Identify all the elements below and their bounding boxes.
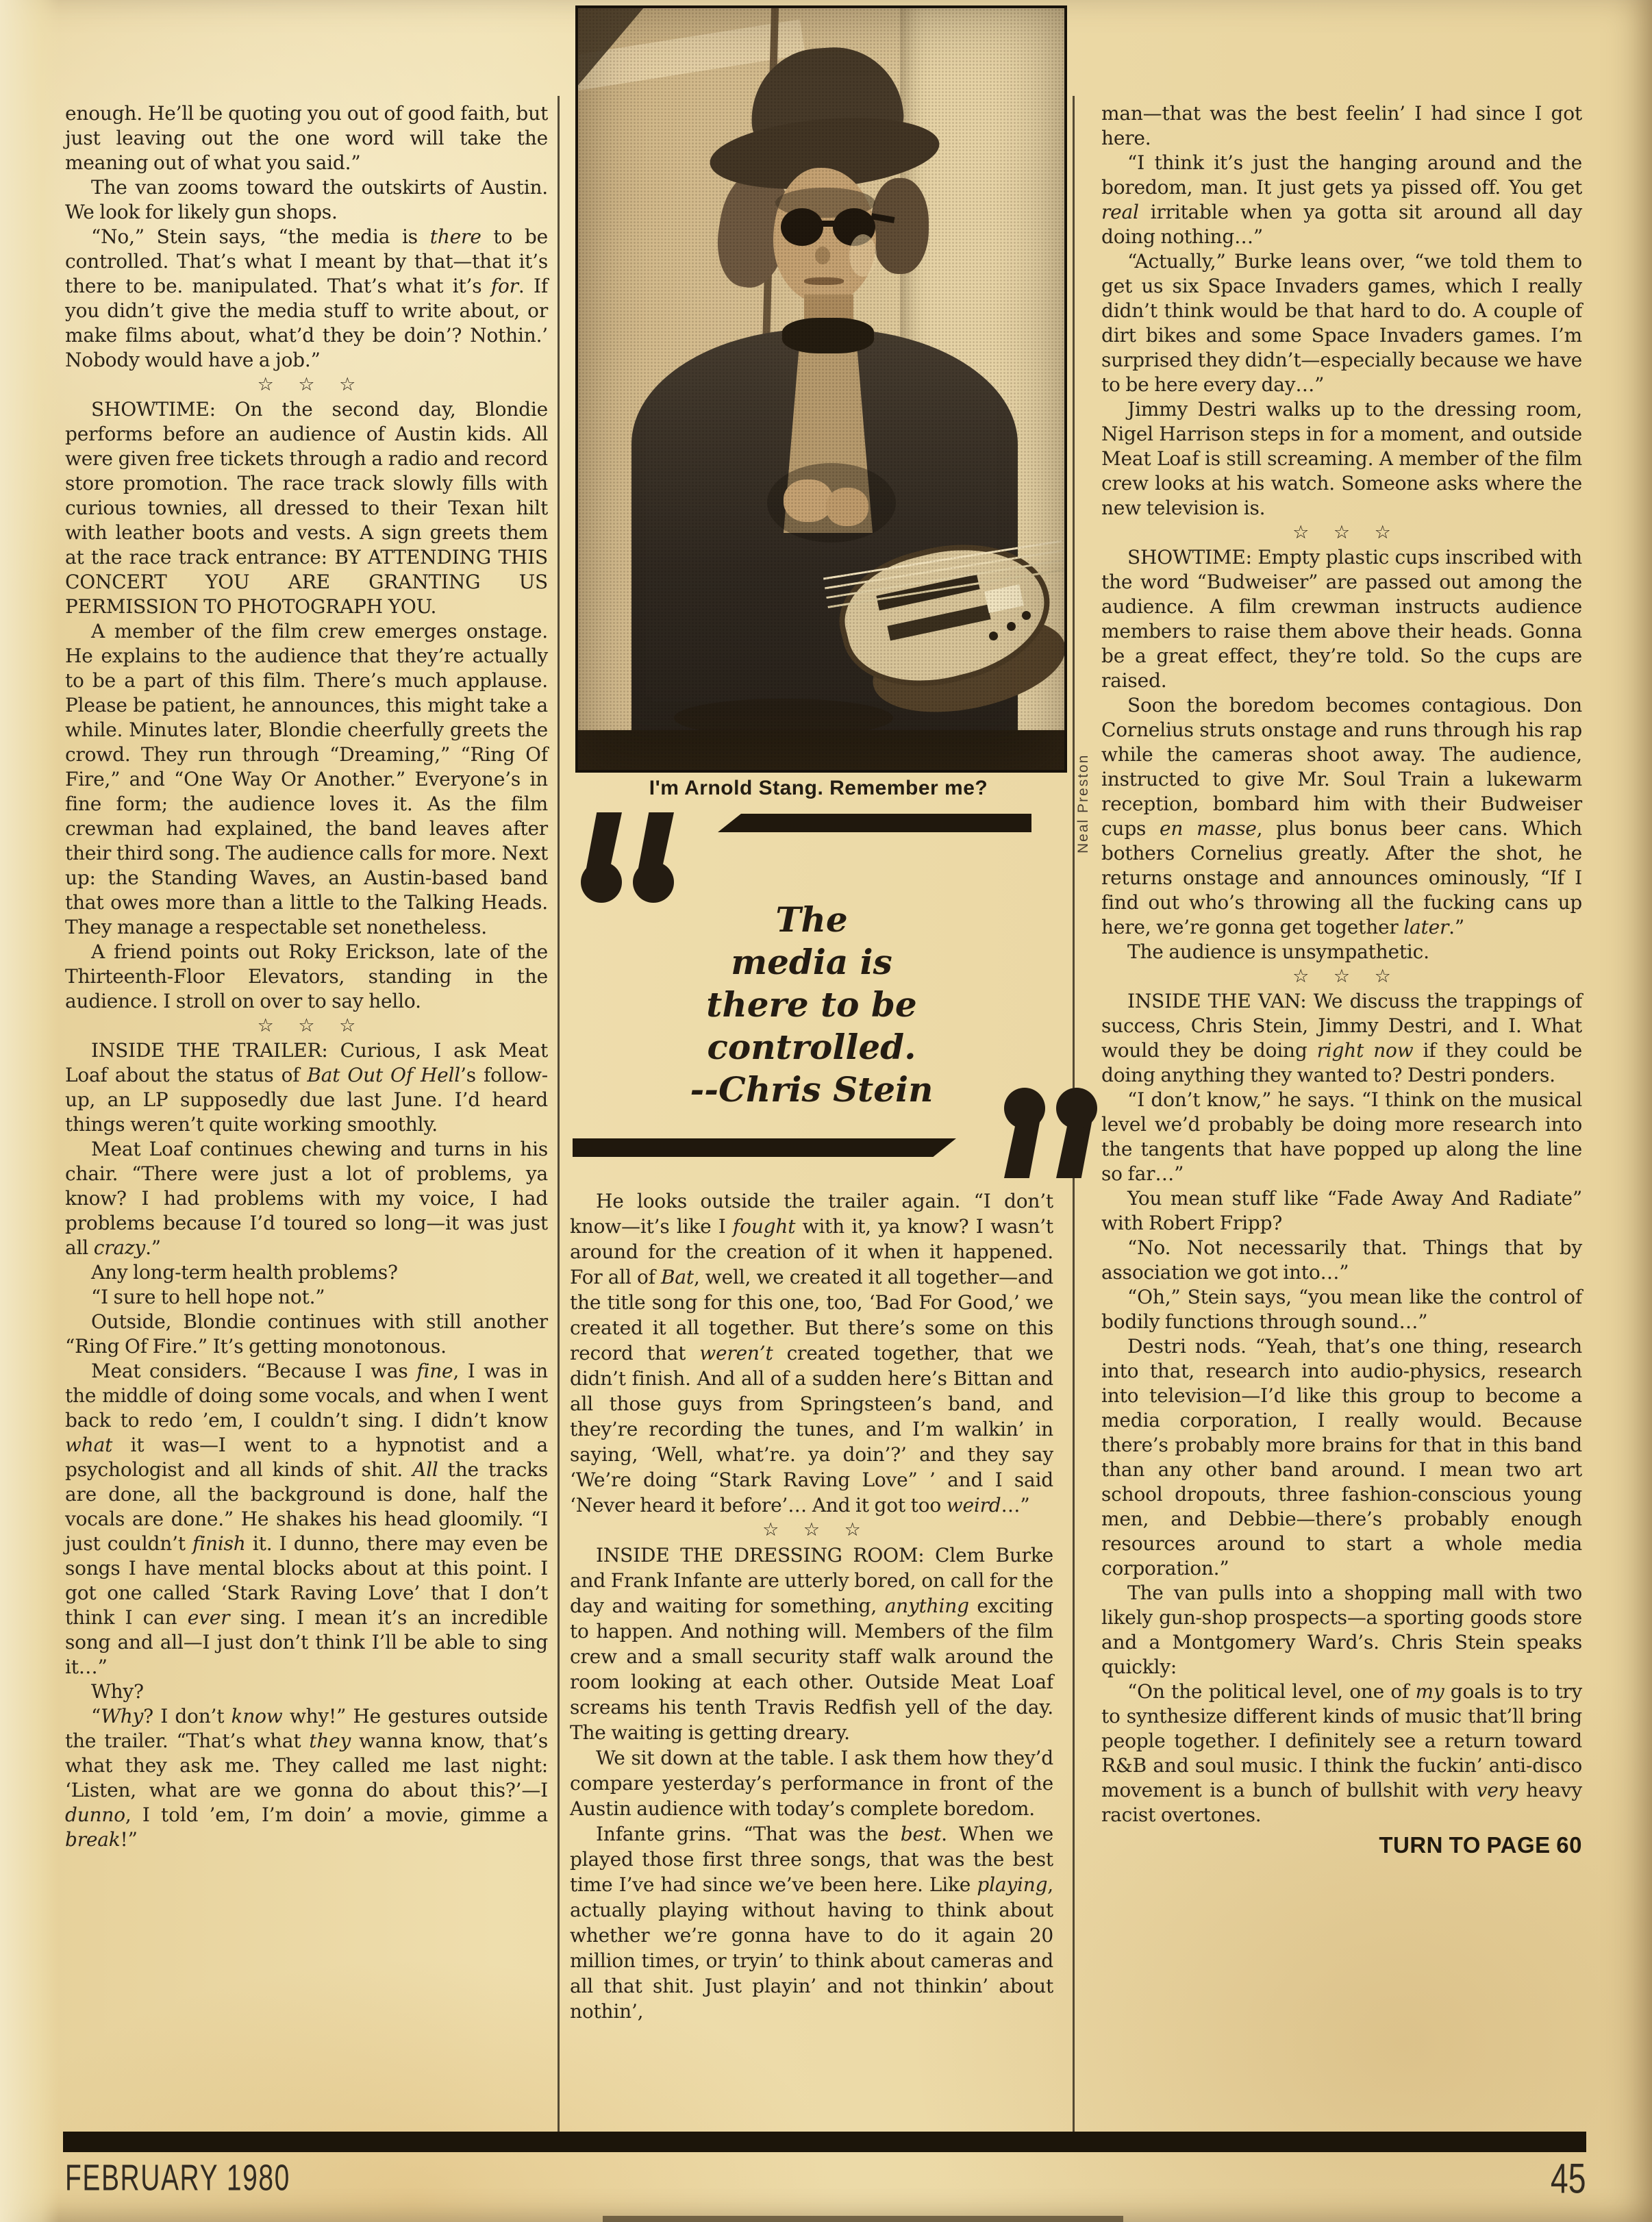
middle-column xyxy=(570,1188,1053,2024)
body-paragraph: He looks outside the trailer again. “I don’t know—it’s like I fought with it, ya know? I wasn’t around for the creation of it when it happened. For all of Bat, well, we created it all together—and the title song for this one, too, ‘Bad For Good,’ we created it all together. But there’s some on this record that weren’t created together, that we didn’t finish. And all of a sudden here’s Bittan and all those guys from Springsteen’s band, and they’re recording the tunes, and I’m walkin’ in saying, ‘Well, what’re. ya doin’?’ and they say ‘We’re doing “Stark Raving Love” ’ and I said ‘Never heard it before’… And it got too weird…” xyxy=(570,1190,1054,1516)
body-paragraph: Soon the boredom becomes contagious. Don Cornelius struts onstage and runs through his rap while the cameras shoot away. The audience, instructed to give Mr. Soul Train a lukewarm reception, bombard him with their Budweiser cups en masse, plus bonus beer cans. Which bothers Cornelius greatly. After the shot, he returns onstage and announces ominously, “If I find out who’s throwing all the fucking cans up here, we’re gonna get together later.” xyxy=(1101,694,1582,938)
body-paragraph: A friend points out Roky Erickson, late of the Thirteenth-Floor Elevators, standing in the audience. I stroll on over to say hello. xyxy=(65,940,548,1012)
body-paragraph: “Oh,” Stein says, “you mean like the control of bodily functions through sound…” xyxy=(1101,1286,1582,1333)
page-number: 45 xyxy=(1551,2156,1586,2203)
pull-quote-line: media is xyxy=(731,942,892,982)
footer-bar xyxy=(63,2132,1586,2152)
turn-to-page-note: TURN TO PAGE 60 xyxy=(1379,1832,1582,1858)
body-paragraph: Meat considers. “Because I was fine, I was in the middle of doing some vocals, and when I went back to redo ’em, I couldn’t sing. I didn’t know what it was—I went to a hypnotist and a psychologist and all kinds of shit. All the tracks are done, all the background is done, half the vocals are done.” He shakes his head gloomily. “I just couldn’t finish it. I dunno, there may even be songs I have mental blocks about at this point. I got one called ‘Stark Raving Love’ that I don’t think I can ever sing. I mean it’s an incredible song and all—I just don’t think I’ll be able to sing it…” xyxy=(65,1360,549,1678)
left-column xyxy=(65,101,548,1852)
pull-quote-line: controlled. xyxy=(707,1027,916,1067)
pull-quote-line: there to be xyxy=(706,984,917,1025)
body-paragraph: INSIDE THE DRESSING ROOM: Clem Burke and Frank Infante are utterly bored, on call for the day and waiting for something, anything exciting to happen. And nothing will. Members of the film crew and a small security staff walk around the room looking at each other. Outside Meat Loaf screams his tenth Travis Redfish yell of the day. The waiting is getting dreary. xyxy=(570,1544,1053,1744)
scan-edge-smudge xyxy=(603,2216,1123,2222)
body-paragraph: The van pulls into a shopping mall with two likely gun-shop prospects—a sporting goods store and a Montgomery Ward’s. Chris Stein speaks quickly: xyxy=(1101,1582,1582,1678)
body-paragraph: “Why? I don’t know why!” He gestures outside the trailer. “That’s what they wanna know, that’s what they ask me. They called me last night: ‘Listen, what are we gonna do about this?’—I dunno, I told ’em, I’m doin’ a movie, gimme a break!” xyxy=(65,1705,548,1851)
body-paragraph: “No,” Stein says, “the media is there to be controlled. That’s what I meant by that—that it’s there to be. manipulated. That’s what it’s for. If you didn’t give the media stuff to write about, or make films about, what’d they be doin’? Nothin.’ Nobody would have a job.” xyxy=(65,225,548,371)
issue-date: FEBRUARY 1980 xyxy=(65,2157,290,2199)
section-divider-stars: ☆ ☆ ☆ xyxy=(1292,966,1401,987)
right-column xyxy=(1101,101,1582,1858)
photo-caption: I'm Arnold Stang. Remember me? xyxy=(649,777,988,799)
body-paragraph: Infante grins. “That was the best. When we played those first three songs, that was the best time I’ve had since we’ve been here. Like playing, actually playing without having to think about whether we’re gonna have to do it again 20 million times, or tryin’ to think about cameras and all that shit. Just playin’ and not thinkin’ about nothin’, xyxy=(570,1823,1053,2023)
close-quote-icon xyxy=(960,1088,1097,1178)
quote-comma xyxy=(581,812,623,903)
photo xyxy=(575,5,1067,773)
body-paragraph: “I don’t know,” he says. “I think on the musical level we’d probably be doing more research into the tangents that have popped up along the line so far…” xyxy=(1101,1088,1582,1185)
body-paragraph: enough. He’ll be quoting you out of good faith, but just leaving out the one word will take the meaning out of what you said.” xyxy=(65,102,548,174)
body-paragraph: The van zooms toward the outskirts of Austin. We look for likely gun shops. xyxy=(65,176,548,223)
quote-comma xyxy=(1055,1088,1097,1178)
body-paragraph: We sit down at the table. I ask them how they’d compare yesterday’s performance in front of the Austin audience with today’s complete boredom. xyxy=(570,1747,1053,1820)
body-paragraph: “I sure to hell hope not.” xyxy=(91,1286,325,1308)
body-paragraph: The audience is unsympathetic. xyxy=(1127,940,1429,963)
body-paragraph: SHOWTIME: On the second day, Blondie performs before an audience of Austin kids. All were given free tickets through a radio and record store promotion. The race track slowly fills with curious townies, all dressed to their Texan hilt with leather boots and vests. A sign greets them at the race track entrance: BY ATTENDING THIS CONCERT YOU ARE GRANTING US PERMISSION TO PHOTOGRAPH YOU. xyxy=(65,398,548,618)
photo-vignette xyxy=(578,8,1064,770)
body-paragraph: “Actually,” Burke leans over, “we told them to get us six Space Invaders games, which I really didn’t think would be that hard to do. A couple of dirt bikes and some Space Invaders games. I’m surprised they didn’t—especially because we have to be here every day…” xyxy=(1101,250,1582,396)
pull-quote-text xyxy=(570,899,1053,1111)
body-paragraph: Outside, Blondie continues with still another “Ring Of Fire.” It’s getting monotonous. xyxy=(65,1310,548,1358)
body-paragraph: Why? xyxy=(91,1680,144,1703)
page-edge-highlight xyxy=(0,0,59,2222)
pull-quote-bottom-bar xyxy=(573,1138,956,1157)
body-paragraph: “No. Not necessarily that. Things that by association we got into…” xyxy=(1101,1236,1582,1284)
body-paragraph: Destri nods. “Yeah, that’s one thing, research into that, research into audio-physics, research into television—I’d like this group to become a media corporation, I really would. Because there’s probably more brains for that in this band than any other band around. I mean two art school dropouts, three fashion-conscious young men, and Debbie—there’s probably enough resources around to start a whole media corporation.” xyxy=(1101,1335,1582,1580)
open-quote-icon xyxy=(581,812,718,903)
body-paragraph: SHOWTIME: Empty plastic cups inscribed with the word “Budweiser” are passed out among the audience. A film crewman instructs audience members to raise them above their heads. Gonna be a great effect, they’re told. So the cups are raised. xyxy=(1101,546,1582,692)
section-divider-stars: ☆ ☆ ☆ xyxy=(762,1519,871,1540)
column-divider-left xyxy=(558,96,560,2132)
body-paragraph: INSIDE THE VAN: We discuss the trappings of success, Chris Stein, Jimmy Destri, and I. What would they be doing right now if they could be doing anything they wanted to? Destri ponders. xyxy=(1101,990,1583,1086)
body-paragraph: Meat Loaf continues chewing and turns in his chair. “There were just a lot of problems, ya know? I had problems with my voice, I had problems because I’d toured so long—it was just all crazy.” xyxy=(65,1138,548,1259)
photo-credit: Neal Preston xyxy=(1075,753,1091,853)
section-divider-stars: ☆ ☆ ☆ xyxy=(1292,522,1401,543)
body-paragraph: Any long-term health problems? xyxy=(91,1261,398,1284)
body-paragraph: man—that was the best feelin’ I had since I got here. xyxy=(1101,102,1582,149)
section-divider-stars: ☆ ☆ ☆ xyxy=(257,374,366,395)
section-divider-stars: ☆ ☆ ☆ xyxy=(257,1015,366,1036)
body-paragraph: “On the political level, one of my goals is to try to synthesize different kinds of music that’ll bring people together. I definitely see a return toward R&B and soul music. I think the fuckin’ anti-disco movement is a bunch of bullshit with very heavy racist overtones. xyxy=(1101,1680,1583,1826)
body-paragraph: A member of the film crew emerges onstage. He explains to the audience that they’re actually to be a part of this film. There’s much applause. Please be patient, he announces, this might take a while. Minutes later, Blondie cheerfully greets the crowd. They run through “Dreaming,” “Ring Of Fire,” and “One Way Or Another.” Everyone’s in fine form; the audience loves it. As the film crewman had explained, the band leaves after their third song. The audience calls for more. Next up: the Standing Waves, an Austin-based band that owes more than a little to the Talking Heads. They manage a respectable set nonetheless. xyxy=(65,620,548,938)
body-paragraph: You mean stuff like “Fade Away And Radiate” with Robert Fripp? xyxy=(1101,1187,1582,1234)
pull-quote-line: --Chris Stein xyxy=(690,1069,934,1110)
body-paragraph: Jimmy Destri walks up to the dressing room, Nigel Harrison steps in for a moment, and outside Meat Loaf is still screaming. A member of the film crew looks at his watch. Someone asks where the new television is. xyxy=(1101,398,1582,519)
pull-quote-line: The xyxy=(775,899,848,940)
quote-comma xyxy=(633,812,675,903)
quote-comma xyxy=(1003,1088,1045,1178)
body-paragraph: “I think it’s just the hanging around and the boredom, man. It just gets ya pissed off. You get real irritable when ya gotta sit around all day doing nothing…” xyxy=(1101,151,1582,248)
body-paragraph: INSIDE THE TRAILER: Curious, I ask Meat Loaf about the status of Bat Out Of Hell’s follow-up, an LP supposedly due last June. I’d heard things weren’t quite working smoothly. xyxy=(65,1039,548,1136)
pull-quote-top-bar xyxy=(718,814,1031,832)
